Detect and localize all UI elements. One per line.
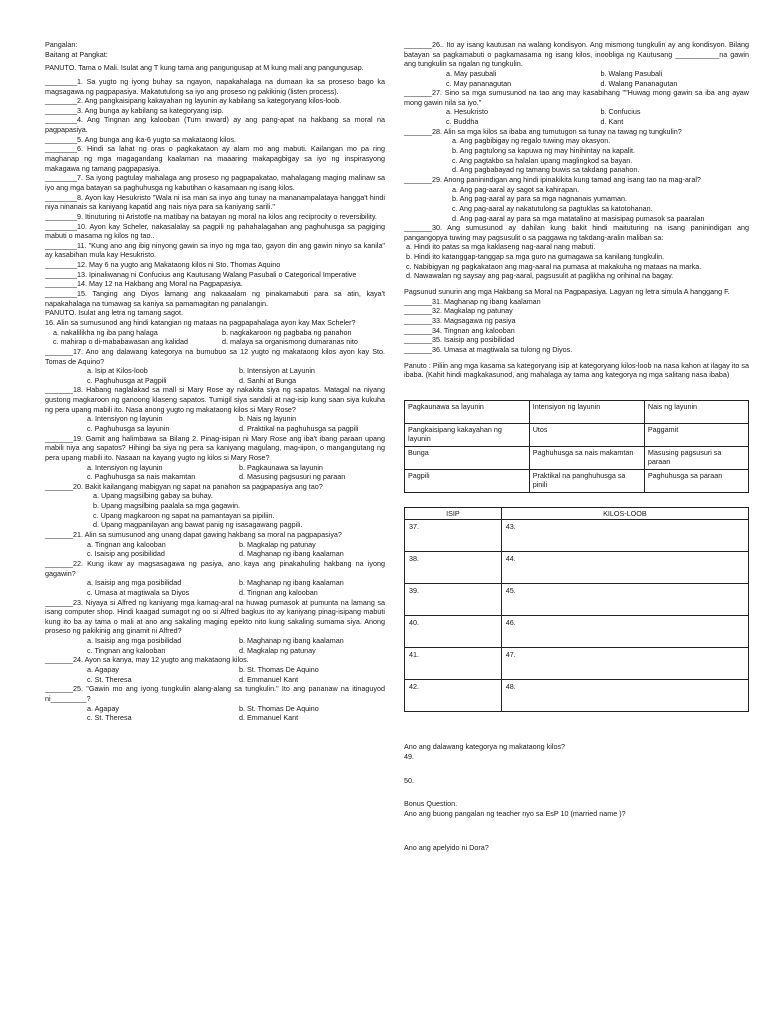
question-label: 24. Ayon sa kanya, may 12 yugto ang makataong kilos.: [72, 655, 249, 665]
answer-blank: _______: [45, 433, 73, 443]
option: b. Pagkaunawa sa layunin: [239, 462, 323, 472]
option: c. Paghuhusga at Pagpili: [87, 375, 167, 385]
option: a. Intensiyon ng layunin: [87, 462, 163, 472]
question-label: 29. Anong paninindigan ang hindi ipinakikita kung tamad ang isang tao na mag-aral?: [431, 174, 701, 184]
category-cell: Paggamit: [644, 423, 748, 446]
option: c. Upang magkaroon ng sapat na pamantayan sa pipiliin.: [93, 510, 275, 520]
question-text: [45, 279, 385, 289]
category-cell: Nais ng layunin: [644, 400, 748, 423]
bonus-question: Ano ang buong pangalan ng teacher nyo sa EsP 10 (married name )?: [404, 808, 626, 818]
question-item: [404, 223, 749, 281]
question-label: 16. Alin sa sumusunod ang hindi katangian ng mataas na pagpapahalaga ayon kay Max Scheler?: [45, 317, 356, 327]
answer-cell: 46.: [501, 616, 748, 648]
answer-blank: ________: [45, 289, 77, 299]
question-label: 12. May 6 na yugto ang Makataong kilos ni Sto. Thomas Aquino: [76, 260, 281, 270]
category-cell: Paghuhusga sa nais makamtan: [529, 446, 644, 469]
options-grid: [45, 665, 385, 684]
option: d. Emmanuel Kant: [239, 713, 299, 723]
option: d. Maghanap ng ibang kaalaman: [239, 549, 344, 559]
answer-blank: ________: [45, 279, 77, 289]
question-label: 13. Ipinaliwanag ni Confucius ang Kautusang Walang Pasubali o Categorical Imperative: [76, 269, 357, 279]
question-label: 30. Ang sumusunod ay dahilan kung bakit hindi maituturing na isang paninindigan ang pangangopya tuwing may pagsusulit o sa paggawa ng takdang-aralin maliban sa:: [404, 223, 749, 242]
multiple-choice-list-left: [45, 318, 385, 723]
question-item: [45, 559, 385, 598]
question-label: 28. Alin sa mga kilos sa ibaba ang tumutugon sa tunay na tawag ng tungkulin?: [431, 126, 682, 136]
category-cell: Pagkaunawa sa layunin: [405, 400, 530, 423]
panuto-kategorya: Panuto : Piliin ang mga kasama sa kategoryang isip at kategoryang kilos-loob na nasa kahon at ilagay ito sa ibaba. (Kahit hindi magkakasunod, ang mahalaga ay tama ang kategorya ng mga salitang nasa ibaba): [404, 360, 749, 380]
answer-row: [405, 584, 749, 616]
question-item: [404, 127, 749, 175]
question-label: 23. Niyaya si Alfred ng kaniyang mga kamag-aral na huwag pumasok at pumunta na lamang sa isang computer shop. Hindi kaagad sumagot ng oo si Alfred bagkus ito ay kaniyang pinag-isipang mabuti kung ito ba ay tama o mali at ano ang sakaling maging epekto nito kung sakaling sumama siya. Anong proseso ng pakikinig ang ginamit ni Alfred?: [45, 597, 385, 636]
question-text: [404, 297, 749, 307]
category-cell: Masusing pagsusuri sa paraan: [644, 446, 748, 469]
option: a. Agapay: [87, 665, 119, 674]
option: b. St. Thomas De Aquino: [239, 665, 319, 674]
answer-blank: _______: [404, 223, 432, 233]
question-item: [45, 482, 385, 530]
answer-cell: 42.: [405, 680, 502, 712]
answer-cell: 41.: [405, 648, 502, 680]
panuto-letra: PANUTO. Isulat ang letra ng tamang sagot.: [45, 308, 183, 318]
answer-row: [405, 552, 749, 584]
grade-section-label: Baitang at Pangkat:: [45, 49, 108, 59]
dora-question: Ano ang apelyido ni Dora?: [404, 842, 489, 852]
sequence-instruction: Pagsunud sunurin ang mga Hakbang sa Moral na Pagpapasiya. Lagyan ng letra simula A hanggang F.: [404, 287, 730, 297]
question-text: [404, 306, 749, 316]
answer-cell: 45.: [501, 584, 748, 616]
answer-blank: _______: [404, 325, 432, 335]
answer-blank: _______: [404, 88, 432, 98]
question-label: 4. Ang Tingnan ang kalooban (Turn inward) ay ang pang-apat na hakbang sa moral na pagpapasiya.: [45, 115, 385, 135]
question-label: 6. Hindi sa lahat ng oras o pagkakataon ay alam mo ang mabuti. Kailangan mo pa ring maghanap ng mga magagandang kaalaman na maaaring makapagbigay sa iyo ng inspirasyong makagawa ng tamang pagpapasiya.: [45, 144, 385, 173]
question-label: 10. Ayon kay Scheler, nakasalalay sa pagpili ng pahahalagahan ang paghuhusga sa pagiging mabuti o masama ng kilos ng tao..: [45, 221, 385, 241]
question-text: [45, 598, 385, 637]
question-text: [45, 289, 385, 308]
question-item: [404, 175, 749, 223]
option: d. malaya sa organismong dumaranas nito: [222, 337, 358, 347]
question-label: 8. Ayon kay Hesukristo "Wala ni isa man sa inyo ang tunay na mananampalataya hangga't hindi niya ninanais sa kaniyang kapatid ang nais niya para sa kaniyang sarili.": [45, 192, 385, 212]
question-text: [45, 482, 385, 492]
answer-blank: _______: [45, 655, 73, 665]
question-text: [45, 144, 385, 173]
answer-cell: 39.: [405, 584, 502, 616]
answer-cell: 43.: [501, 520, 748, 552]
question-item: [45, 318, 385, 347]
question-label: 11. "Kung ano ang ibig ninyong gawin sa inyo ng mga tao, gayon din ang gawin ninyo sa kanila" ay kasabihan mula kay Hesukristo.: [45, 240, 385, 260]
option: d. Magkalap ng patunay: [239, 645, 316, 655]
question-label: 18. Habang naglalakad sa mall si Mary Rose ay nakakita siya ng sapatos. Matagal na niyang gustong magkaroon ng ganoong klaseng sapatos. Tumigil siya sandali at nag-isip kung saan siya kukuha ng pera upang mabili ito. Nasa anong yugto ng makataong kilos si Mary Rose?: [45, 385, 385, 414]
option: c. St. Theresa: [87, 713, 132, 723]
answer-blank: _______: [404, 296, 432, 306]
answer-blank: _______: [45, 597, 73, 607]
option: b. Intensiyon at Layunin: [239, 366, 315, 376]
question-text: [404, 335, 749, 345]
answer-blank: _______: [404, 126, 432, 136]
option: d. Walang Pananagutan: [600, 78, 678, 88]
question-item: [45, 347, 385, 386]
answer-blank: _______: [404, 335, 432, 345]
option: a. Intensiyon ng layunin: [87, 414, 163, 424]
answer-blank: ________: [45, 96, 77, 106]
answer-blank: _______: [404, 306, 432, 316]
option: a. Upang magsilbing gabay sa buhay.: [93, 491, 213, 501]
question-text: [45, 318, 385, 328]
sequence-list: [404, 297, 749, 355]
question-text: [45, 193, 385, 212]
options-grid: [45, 704, 385, 723]
option: c. Tingnan ang kalooban: [87, 645, 166, 655]
option: d. Kant: [600, 117, 624, 127]
option: c. Isaisip ang posibilidad: [87, 549, 165, 559]
answer-blank: ________: [45, 115, 77, 125]
answer-blank: ________: [45, 211, 77, 221]
answer-blank: _______: [404, 344, 432, 354]
answer-blank: ________: [45, 76, 77, 86]
question-text: [45, 530, 385, 540]
question-item: [404, 88, 749, 127]
option: a. Ang pagbibigay ng regalo tuwing may okasyon.: [452, 136, 611, 146]
category-cell: Intensiyon ng layunin: [529, 400, 644, 423]
answer-blank: ________: [45, 221, 77, 231]
options-grid: [404, 69, 749, 88]
option: a. Tingnan ang kalooban: [87, 539, 166, 549]
question-text: [45, 222, 385, 241]
question-text: [45, 684, 385, 703]
option: a. Agapay: [87, 703, 119, 713]
name-label: Pangalan:: [45, 40, 78, 49]
column-header: ISIP: [405, 507, 502, 520]
option: b. Maghanap ng ibang kaalaman: [239, 636, 344, 646]
option: b. Ang pagtulong sa kapuwa ng may hinihintay na kapalit.: [452, 146, 636, 156]
option: d. Masusing pagsusuri ng paraan: [239, 472, 346, 482]
dalawang-kategorya-question: Ano ang dalawang kategorya ng makataong kilos?: [404, 742, 566, 752]
question-item: [45, 385, 385, 433]
answer-row: [405, 520, 749, 552]
option: a. Hindi ito patas sa mga kaklaseng nag-aaral nang mabuti.: [406, 242, 596, 252]
option: d. Emmanuel Kant: [239, 674, 299, 684]
answer-cell: 40.: [405, 616, 502, 648]
option: d. Sanhi at Bunga: [239, 375, 297, 385]
option: c. Ang pag-aaral ay nakatutulong sa pagtuklas sa katotohanan.: [452, 203, 653, 213]
question-text: [45, 241, 385, 260]
header-row: [405, 507, 749, 520]
category-cell: Praktikal na panghuhusga sa pinili: [529, 469, 644, 492]
question-label: 2. Ang pangkaisipang kakayahan ng layunin ay kabilang sa kategoryang kilos-loob.: [76, 96, 342, 106]
answer-blank: ________: [45, 144, 77, 154]
question-label: 26.. Ito ay isang kautusan na walang kondisyon. Ang mismong tungkulin ay ang kondisyon. Bilang batayan sa pagkamabuti o pagkamasama ng isang kilos, inoobliga ng Kautusang ___________na gawin ang tungkulin sa ngalan ng tungkulin.: [404, 40, 749, 69]
answer-blank: ________: [45, 269, 77, 279]
option: d. Tingnan ang kalooban: [239, 587, 318, 597]
option: b. Hindi ito katanggap-tanggap sa mga guro na gumagawa sa kanilang tungkulin.: [406, 252, 665, 262]
category-row: [405, 400, 749, 423]
option: c. Umasa at magtiwala sa Diyos: [87, 587, 190, 597]
question-text: [404, 326, 749, 336]
option: d. Upang magpanilayan ang bawat panig ng isasagawang pagpili.: [93, 520, 303, 530]
answer-cell: 48.: [501, 680, 748, 712]
question-label: 20. Bakit kailangang mabigyan ng sapat na panahon sa pagpapasiya ang tao?: [72, 481, 323, 491]
question-text: [45, 77, 385, 96]
answer-blank: _______: [404, 315, 432, 325]
question-label: 32. Magkalap ng patunay: [431, 306, 513, 316]
option: d. Ang pagbabayad ng tamang buwis sa takdang panahon.: [452, 165, 640, 175]
options-grid: [45, 578, 385, 597]
options-grid: [45, 414, 385, 433]
answer-50: 50.: [404, 775, 414, 785]
question-text: [404, 316, 749, 326]
category-cell: Utos: [529, 423, 644, 446]
option: a. May pasubali: [446, 68, 497, 78]
question-item: [404, 40, 749, 88]
question-text: [404, 345, 749, 355]
option: c. Buddha: [446, 117, 479, 127]
options-grid: [45, 366, 385, 385]
answer-blank: ________: [45, 173, 77, 183]
answer-cell: 37.: [405, 520, 502, 552]
question-label: 17. Ano ang dalawang kategorya na bumubuo sa 12 yugto ng makataong kilos ayon kay Sto. Tomas de Aquino?: [45, 346, 385, 366]
option: c. Nabibigyan ng pagkakataon ang mag-aaral na pumasa at makakuha ng mataas na marka.: [406, 261, 702, 271]
question-label: 25. "Gawin mo ang iyong tungkulin alang-alang sa tungkulin." Ito ang pananaw na itinaguyod ni_________?: [45, 684, 385, 703]
question-text: [404, 223, 749, 242]
answer-cell: 47.: [501, 648, 748, 680]
question-label: 19. Gamit ang halimbawa sa Bilang 2. Pinag-isipan ni Mary Rose ang iba't ibang paraan upang mabili niya ang sapatos? Hihingi ba siya ng pera sa kaniyang magulang, mag-iipon, o mangangutang ng pera upang mabili ito. Nasaan na kayang yugto ng kilos si Mary Rose?: [45, 433, 385, 462]
question-text: [45, 434, 385, 463]
question-label: 27. Sino sa mga sumusunod na tao ang may kasabihang ""Huwag mong gawin sa iba ang ayaw mong gawin nila sa iyo.": [404, 88, 749, 107]
answer-blank: _______: [45, 346, 73, 356]
category-cell: Bunga: [405, 446, 530, 469]
answer-cell: 38.: [405, 552, 502, 584]
answer-blank: _______: [45, 530, 73, 540]
option: b. St. Thomas De Aquino: [239, 703, 319, 713]
question-text: [45, 135, 385, 145]
answer-blank: ________: [45, 105, 77, 115]
option: a. Isaisip ang mga posibilidad: [87, 636, 182, 646]
option: c. mahirap o di-mababawasan ang kalidad: [53, 337, 189, 347]
options-grid: [45, 463, 385, 482]
option: c. Paghuhusga sa layunin: [87, 423, 170, 433]
question-text: [45, 106, 385, 116]
question-item: [45, 530, 385, 559]
question-text: [45, 347, 385, 366]
right-column: [404, 40, 749, 852]
question-label: 9. Itinuturing ni Aristotle na matibay na batayan ng moral na kilos ang reciprocity o reversibility.: [76, 211, 377, 221]
question-label: 34. Tingnan ang kalooban: [431, 325, 515, 335]
option: b. Nais ng layunin: [239, 414, 297, 424]
question-item: [45, 684, 385, 723]
question-text: [404, 127, 749, 137]
question-label: 33. Magsagawa ng pasiya: [431, 315, 516, 325]
question-text: [45, 260, 385, 270]
option: c. May pananagutan: [446, 78, 512, 88]
question-label: 5. Ang bunga ang ika-6 yugto sa makataong kilos.: [76, 134, 237, 144]
column-header: KILOS-LOOB: [501, 507, 748, 520]
options-grid: [45, 636, 385, 655]
answer-cell: 44.: [501, 552, 748, 584]
question-text: [404, 175, 749, 185]
option: c. Ang pagtakbo sa halalan upang maglingkod sa bayan.: [452, 155, 633, 165]
category-cell: Paghuhusga sa paraan: [644, 469, 748, 492]
question-label: 35. Isaisip ang posibilidad: [431, 335, 515, 345]
bonus-heading: Bonus Question.: [404, 799, 458, 809]
option: a. nakalilikha ng iba pang halaga: [53, 327, 158, 337]
option: b. Upang magsilbing paalala sa mga gagawin.: [93, 501, 241, 511]
option: b. nagkakaroon ng pagbaba ng panahon: [222, 327, 352, 337]
question-text: [45, 385, 385, 414]
question-label: 15. Tanging ang Diyos lamang ang nakaaalam ng pinakamabuti para sa atin, kaya't napakahalaga na tumawag sa kaniya sa pamamagitan ng panalangin.: [45, 289, 385, 308]
option: b. Confucius: [600, 107, 641, 117]
answer-blank: _______: [404, 40, 432, 49]
answer-blank: _______: [45, 385, 73, 395]
category-cell: Pagpili: [405, 469, 530, 492]
category-row: [405, 423, 749, 446]
question-label: 7. Sa iyong pagtulay mahalaga ang proseso ng pagpapakatao, mahalagang maging malinaw sa iyo ang mga batayan sa paghuhusga ng kabutihan o kasamaan ng isang kilos.: [45, 173, 385, 192]
option: c. St. Theresa: [87, 674, 132, 684]
option: c. Paghuhusga sa nais makamtan: [87, 472, 196, 482]
category-cell: Pangkaisipang kakayahan ng layunin: [405, 423, 530, 446]
answer-blank: ________: [45, 240, 77, 250]
true-false-list: [45, 77, 385, 308]
question-label: 36. Umasa at magtiwala sa tulong ng Diyos.: [431, 344, 573, 354]
question-text: [45, 559, 385, 578]
option: d. Nawawalan ng saysay ang pag-aaral, pagsusulit at paglikha ng orihinal na bagay.: [406, 271, 674, 281]
option: b. Walang Pasubali: [600, 68, 663, 78]
question-label: 22. Kung ikaw ay magsasagawa ng pasiya, ano kaya ang pinakahuling hakbang na iyong gagawin?: [45, 558, 385, 578]
option: d. Ang pag-aaral ay para sa mga matatalino at masisipag pumasok sa paaralan: [452, 213, 705, 223]
question-text: [45, 655, 385, 665]
answer-blank: _______: [45, 684, 73, 694]
answer-blank: ________: [45, 134, 77, 144]
question-text: [404, 40, 749, 69]
option: a. Ang pag-aaral ay sagot sa kahirapan.: [452, 184, 580, 194]
category-choices-table: [404, 400, 749, 493]
multiple-choice-list-right: [404, 40, 749, 281]
option: b. Maghanap ng ibang kaalaman: [239, 578, 344, 588]
question-text: [45, 96, 385, 106]
answer-row: [405, 616, 749, 648]
answer-row: [405, 680, 749, 712]
question-item: [45, 655, 385, 684]
question-text: [45, 173, 385, 192]
answer-blank: _______: [404, 174, 432, 184]
left-column: [45, 40, 385, 723]
answer-blank: ________: [45, 192, 77, 202]
question-label: 14. May 12 na Hakbang ang Moral na Pagpapasiya.: [76, 279, 243, 289]
question-text: [404, 88, 749, 107]
options-grid: [45, 328, 385, 347]
answer-blank: _______: [45, 558, 73, 568]
options-grid: [45, 540, 385, 559]
answer-49: 49.: [404, 752, 414, 762]
option: a. Isaisip ang mga posibilidad: [87, 578, 182, 588]
category-row: [405, 469, 749, 492]
answer-row: [405, 648, 749, 680]
panuto-tama-mali: PANUTO. Tama o Mali. Isulat ang T kung tama ang pangungusap at M kung mali ang pangungusap.: [45, 63, 364, 73]
option: a. Isip at Kilos-loob: [87, 366, 148, 376]
question-label: 21. Alin sa sumusunod ang unang dapat gawing hakbang sa moral na pagpapasiya?: [72, 530, 342, 540]
option: a. Hesukristo: [446, 107, 488, 117]
option: b. Ang pag-aaral ay para sa mga nagnanais yumaman.: [452, 194, 628, 204]
question-item: [45, 434, 385, 482]
answer-blank: ________: [45, 260, 77, 270]
question-text: [45, 270, 385, 280]
question-text: [45, 115, 385, 134]
question-item: [45, 598, 385, 656]
question-label: 31. Maghanap ng ibang kaalaman: [431, 296, 541, 306]
question-label: 3. Ang bunga ay kabilang sa kategoryang isip.: [76, 105, 224, 115]
question-label: 1. Sa yugto ng iyong buhay sa ngayon, napakahalaga na dumaan ka sa proseso bago ka magsagawa ng pagpapasiya. Makatutulong sa iyo ang proseso ng pakikinig (listen process).: [45, 76, 385, 96]
answer-blank: _______: [45, 481, 73, 491]
option: b. Magkalap ng patunay: [239, 539, 316, 549]
question-text: [45, 212, 385, 222]
isip-kilos-loob-table: [404, 507, 749, 713]
category-row: [405, 446, 749, 469]
option: d. Praktikal na paghuhusga sa pagpili: [239, 423, 359, 433]
options-grid: [404, 107, 749, 126]
